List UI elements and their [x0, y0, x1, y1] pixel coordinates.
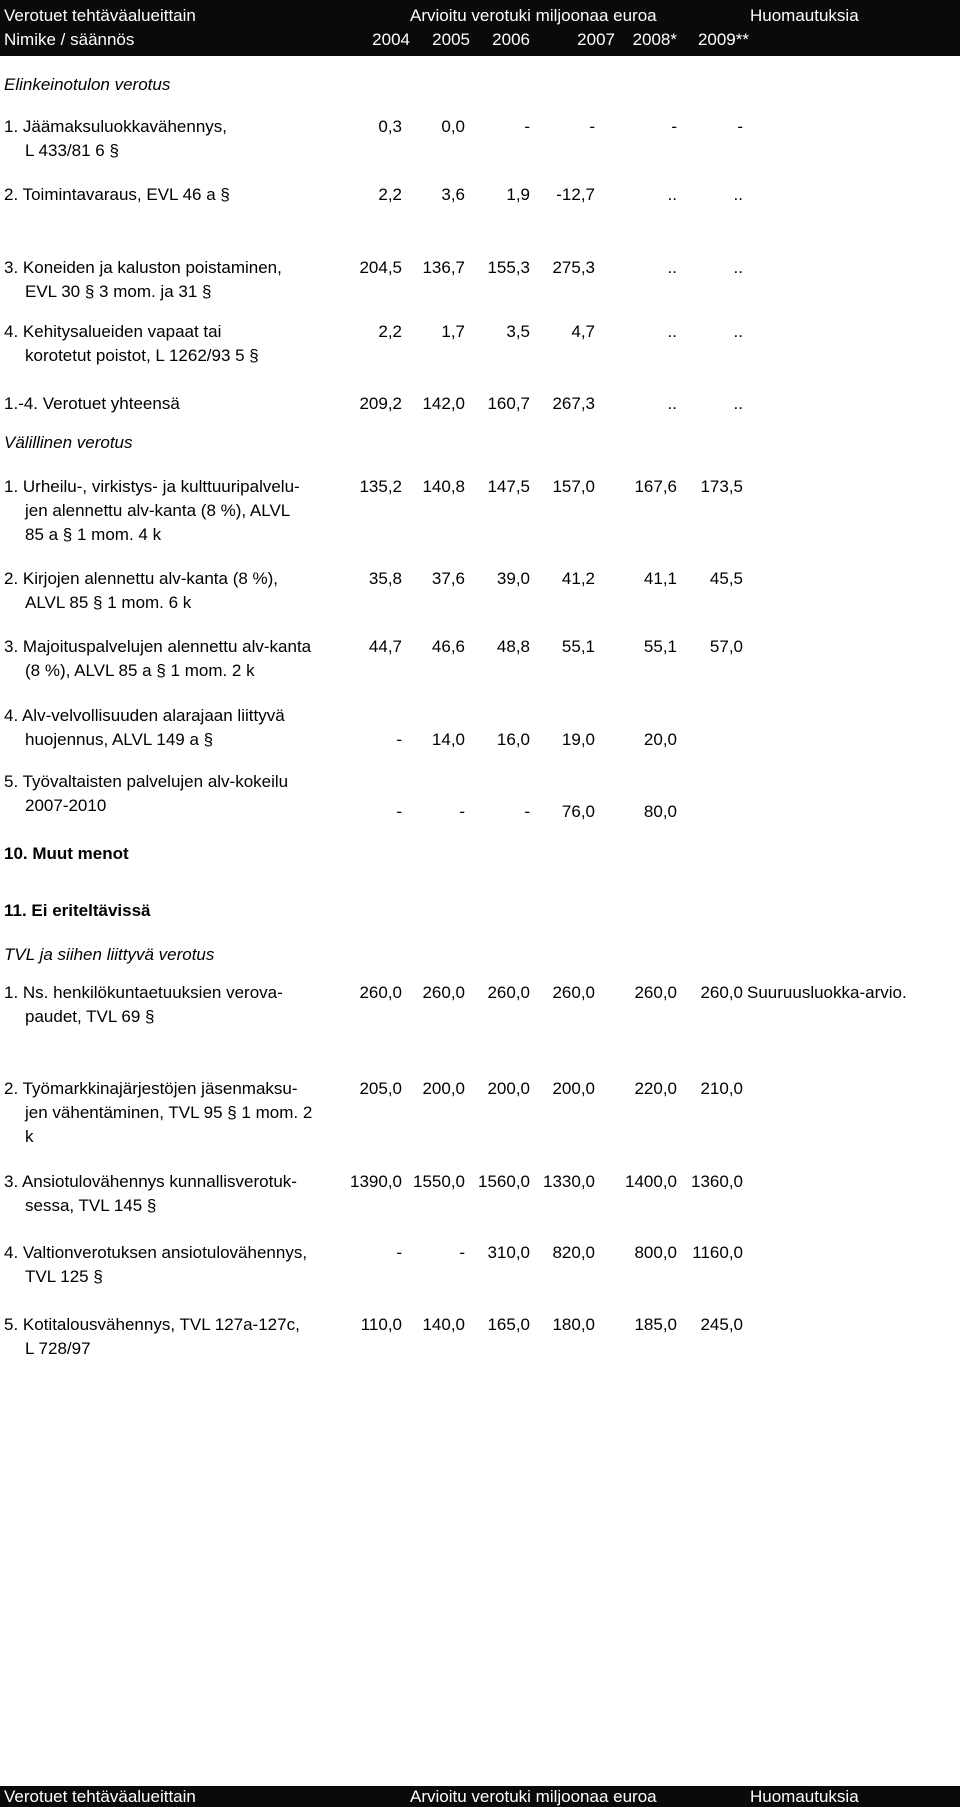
row-value: 2,2 [378, 185, 402, 204]
row-value: 275,3 [552, 258, 595, 277]
row-value: .. [733, 322, 743, 341]
row-value: - [396, 802, 402, 821]
row-label-line: 4. Alv-velvollisuuden alarajaan liittyvä [4, 706, 285, 725]
row-value: 41,1 [643, 569, 677, 588]
row-value: 19,0 [561, 730, 595, 749]
row-value: 110,0 [360, 1315, 402, 1334]
row-value: 157,0 [552, 477, 595, 496]
row-value: 209,2 [359, 394, 402, 413]
row-label-line: 1. Urheilu-, virkistys- ja kulttuuripalvelu- [4, 477, 300, 496]
row-label-line: jen alennettu alv-kanta (8 %), ALVL [25, 501, 291, 520]
table-footer [0, 1786, 960, 1807]
footer-notes: Huomautuksia [750, 1787, 859, 1806]
row-value: 37,6 [431, 569, 465, 588]
row-value: 3,5 [506, 322, 530, 341]
row-value: 1360,0 [691, 1172, 743, 1191]
row-value: .. [733, 258, 743, 277]
row-value: 1160,0 [692, 1243, 743, 1262]
row-value: .. [667, 322, 677, 341]
row-value: 48,8 [496, 637, 530, 656]
section-unallocated: 11. Ei eriteltävissä [4, 901, 151, 920]
row-value: 1550,0 [413, 1172, 465, 1191]
row-note: Suuruusluokka-arvio. [747, 983, 907, 1002]
row-value: 3,6 [441, 185, 465, 204]
row-value: 260,0 [359, 983, 402, 1002]
row-value: 1560,0 [478, 1172, 530, 1191]
row-label-line: 2. Kirjojen alennettu alv-kanta (8 %), [4, 569, 279, 588]
row-value: 46,6 [431, 637, 465, 656]
row-label-line: TVL 125 § [25, 1267, 103, 1286]
row-label-line: jen vähentäminen, TVL 95 § 1 mom. 2 [25, 1103, 313, 1122]
row-value: - [589, 117, 595, 136]
row-value: 205,0 [359, 1079, 402, 1098]
row-value: - [671, 117, 677, 136]
row-value: 167,6 [634, 477, 677, 496]
row-value: 1390,0 [350, 1172, 402, 1191]
row-value: 45,5 [709, 569, 743, 588]
row-value: 260,0 [487, 983, 530, 1002]
row-value: 14,0 [431, 730, 465, 749]
row-label-line: 3. Ansiotulovähennys kunnallisverotuk- [4, 1172, 297, 1191]
row-value: 1,9 [506, 185, 530, 204]
row-value: .. [667, 258, 677, 277]
section-business-income: Elinkeinotulon verotus [4, 75, 171, 94]
row-label-line: (8 %), ALVL 85 a § 1 mom. 2 k [25, 661, 255, 680]
row-value: - [737, 117, 743, 136]
row-label-line: 3. Koneiden ja kaluston poistaminen, [4, 258, 282, 277]
row-label-line: 1.-4. Verotuet yhteensä [4, 394, 180, 413]
row-value: 135,2 [359, 477, 402, 496]
row-value: 76,0 [561, 802, 595, 821]
row-value: 0,3 [378, 117, 402, 136]
row-value: 204,5 [359, 258, 402, 277]
row-value: 55,1 [561, 637, 595, 656]
header-year-2009: 2009** [697, 30, 749, 49]
row-label-line: paudet, TVL 69 § [25, 1007, 155, 1026]
row-value: 200,0 [487, 1079, 530, 1098]
footer-title: Verotuet tehtäväalueittain [4, 1787, 196, 1806]
header-subtitle: Nimike / säännös [4, 30, 135, 49]
header-notes: Huomautuksia [750, 6, 859, 25]
row-value: 820,0 [552, 1243, 595, 1262]
row-value: 173,5 [700, 477, 743, 496]
row-value: 57,0 [709, 637, 743, 656]
row-label-line: 5. Työvaltaisten palvelujen alv-kokeilu [4, 772, 289, 791]
table-header [0, 0, 960, 56]
row-value: 260,0 [700, 983, 743, 1002]
header-year-2007: 2007 [577, 30, 615, 49]
row-value: 16,0 [496, 730, 530, 749]
header-year-2006: 2006 [492, 30, 530, 49]
footer-estimate: Arvioitu verotuki miljoonaa euroa [410, 1787, 657, 1806]
row-label-line: L 728/97 [25, 1339, 91, 1358]
row-value: 210,0 [700, 1079, 743, 1098]
row-value: 200,0 [552, 1079, 595, 1098]
row-value: 4,7 [571, 322, 595, 341]
row-value: .. [667, 185, 677, 204]
row-label-line: 5. Kotitalousvähennys, TVL 127a-127c, [4, 1315, 300, 1334]
row-value: 35,8 [368, 569, 402, 588]
row-label-line: korotetut poistot, L 1262/93 5 § [25, 346, 259, 365]
row-label-line: 2007-2010 [25, 796, 107, 815]
row-value: 165,0 [487, 1315, 530, 1334]
row-value: .. [667, 394, 677, 413]
row-label-line: 1. Jäämaksuluokkavähennys, [4, 117, 228, 136]
row-label-line: 3. Majoituspalvelujen alennettu alv-kanta [4, 637, 312, 656]
header-year-2008: 2008* [632, 30, 677, 49]
row-label-line: 85 a § 1 mom. 4 k [25, 525, 162, 544]
row-value: .. [733, 185, 743, 204]
row-value: 80,0 [643, 802, 677, 821]
row-value: - [459, 802, 465, 821]
row-value: 140,8 [422, 477, 465, 496]
row-label-line: 4. Kehitysalueiden vapaat tai [4, 322, 222, 341]
row-label-line: 1. Ns. henkilökuntaetuuksien verova- [4, 983, 283, 1002]
row-value: 20,0 [643, 730, 677, 749]
header-year-2004: 2004 [372, 30, 410, 49]
header-title: Verotuet tehtäväalueittain [4, 6, 196, 25]
row-value: - [524, 117, 530, 136]
row-value: - [524, 802, 530, 821]
row-value: 155,3 [487, 258, 530, 277]
row-value: 260,0 [634, 983, 677, 1002]
row-value: 44,7 [368, 637, 402, 656]
row-value: 140,0 [422, 1315, 465, 1334]
row-value: 1330,0 [543, 1172, 595, 1191]
row-value: - [396, 1243, 402, 1262]
header-estimate: Arvioitu verotuki miljoonaa euroa [410, 6, 657, 25]
row-value: 245,0 [700, 1315, 743, 1334]
row-value: 180,0 [552, 1315, 595, 1334]
row-value: 2,2 [378, 322, 402, 341]
row-value: -12,7 [556, 185, 595, 204]
row-label-line: k [25, 1127, 34, 1146]
section-other-expenses: 10. Muut menot [4, 844, 129, 863]
row-value: 800,0 [634, 1243, 677, 1262]
row-value: 1,7 [441, 322, 465, 341]
row-value: .. [733, 394, 743, 413]
row-value: 0,0 [441, 117, 465, 136]
row-label-line: huojennus, ALVL 149 a § [25, 730, 214, 749]
row-value: 200,0 [422, 1079, 465, 1098]
row-label-line: 2. Työmarkkinajärjestöjen jäsenmaksu- [4, 1079, 298, 1098]
row-value: 39,0 [496, 569, 530, 588]
row-value: 160,7 [487, 394, 530, 413]
row-value: - [459, 1243, 465, 1262]
row-label-line: sessa, TVL 145 § [25, 1196, 157, 1215]
row-value: 41,2 [561, 569, 595, 588]
row-value: 147,5 [487, 477, 530, 496]
row-value: - [396, 730, 402, 749]
row-label-line: EVL 30 § 3 mom. ja 31 § [25, 282, 212, 301]
row-value: 55,1 [643, 637, 677, 656]
row-value: 136,7 [422, 258, 465, 277]
row-value: 1400,0 [625, 1172, 677, 1191]
section-indirect-tax: Välillinen verotus [4, 433, 133, 452]
row-label-line: 4. Valtionverotuksen ansiotulovähennys, [4, 1243, 308, 1262]
row-label-line: L 433/81 6 § [25, 141, 119, 160]
row-value: 142,0 [422, 394, 465, 413]
row-value: 310,0 [487, 1243, 530, 1262]
row-label-line: ALVL 85 § 1 mom. 6 k [25, 593, 192, 612]
row-value: 260,0 [422, 983, 465, 1002]
header-year-2005: 2005 [432, 30, 470, 49]
row-value: 267,3 [552, 394, 595, 413]
row-value: 220,0 [634, 1079, 677, 1098]
row-value: 260,0 [552, 983, 595, 1002]
section-income-tax: TVL ja siihen liittyvä verotus [4, 945, 215, 964]
row-value: 185,0 [634, 1315, 677, 1334]
row-label-line: 2. Toimintavaraus, EVL 46 a § [4, 185, 230, 204]
